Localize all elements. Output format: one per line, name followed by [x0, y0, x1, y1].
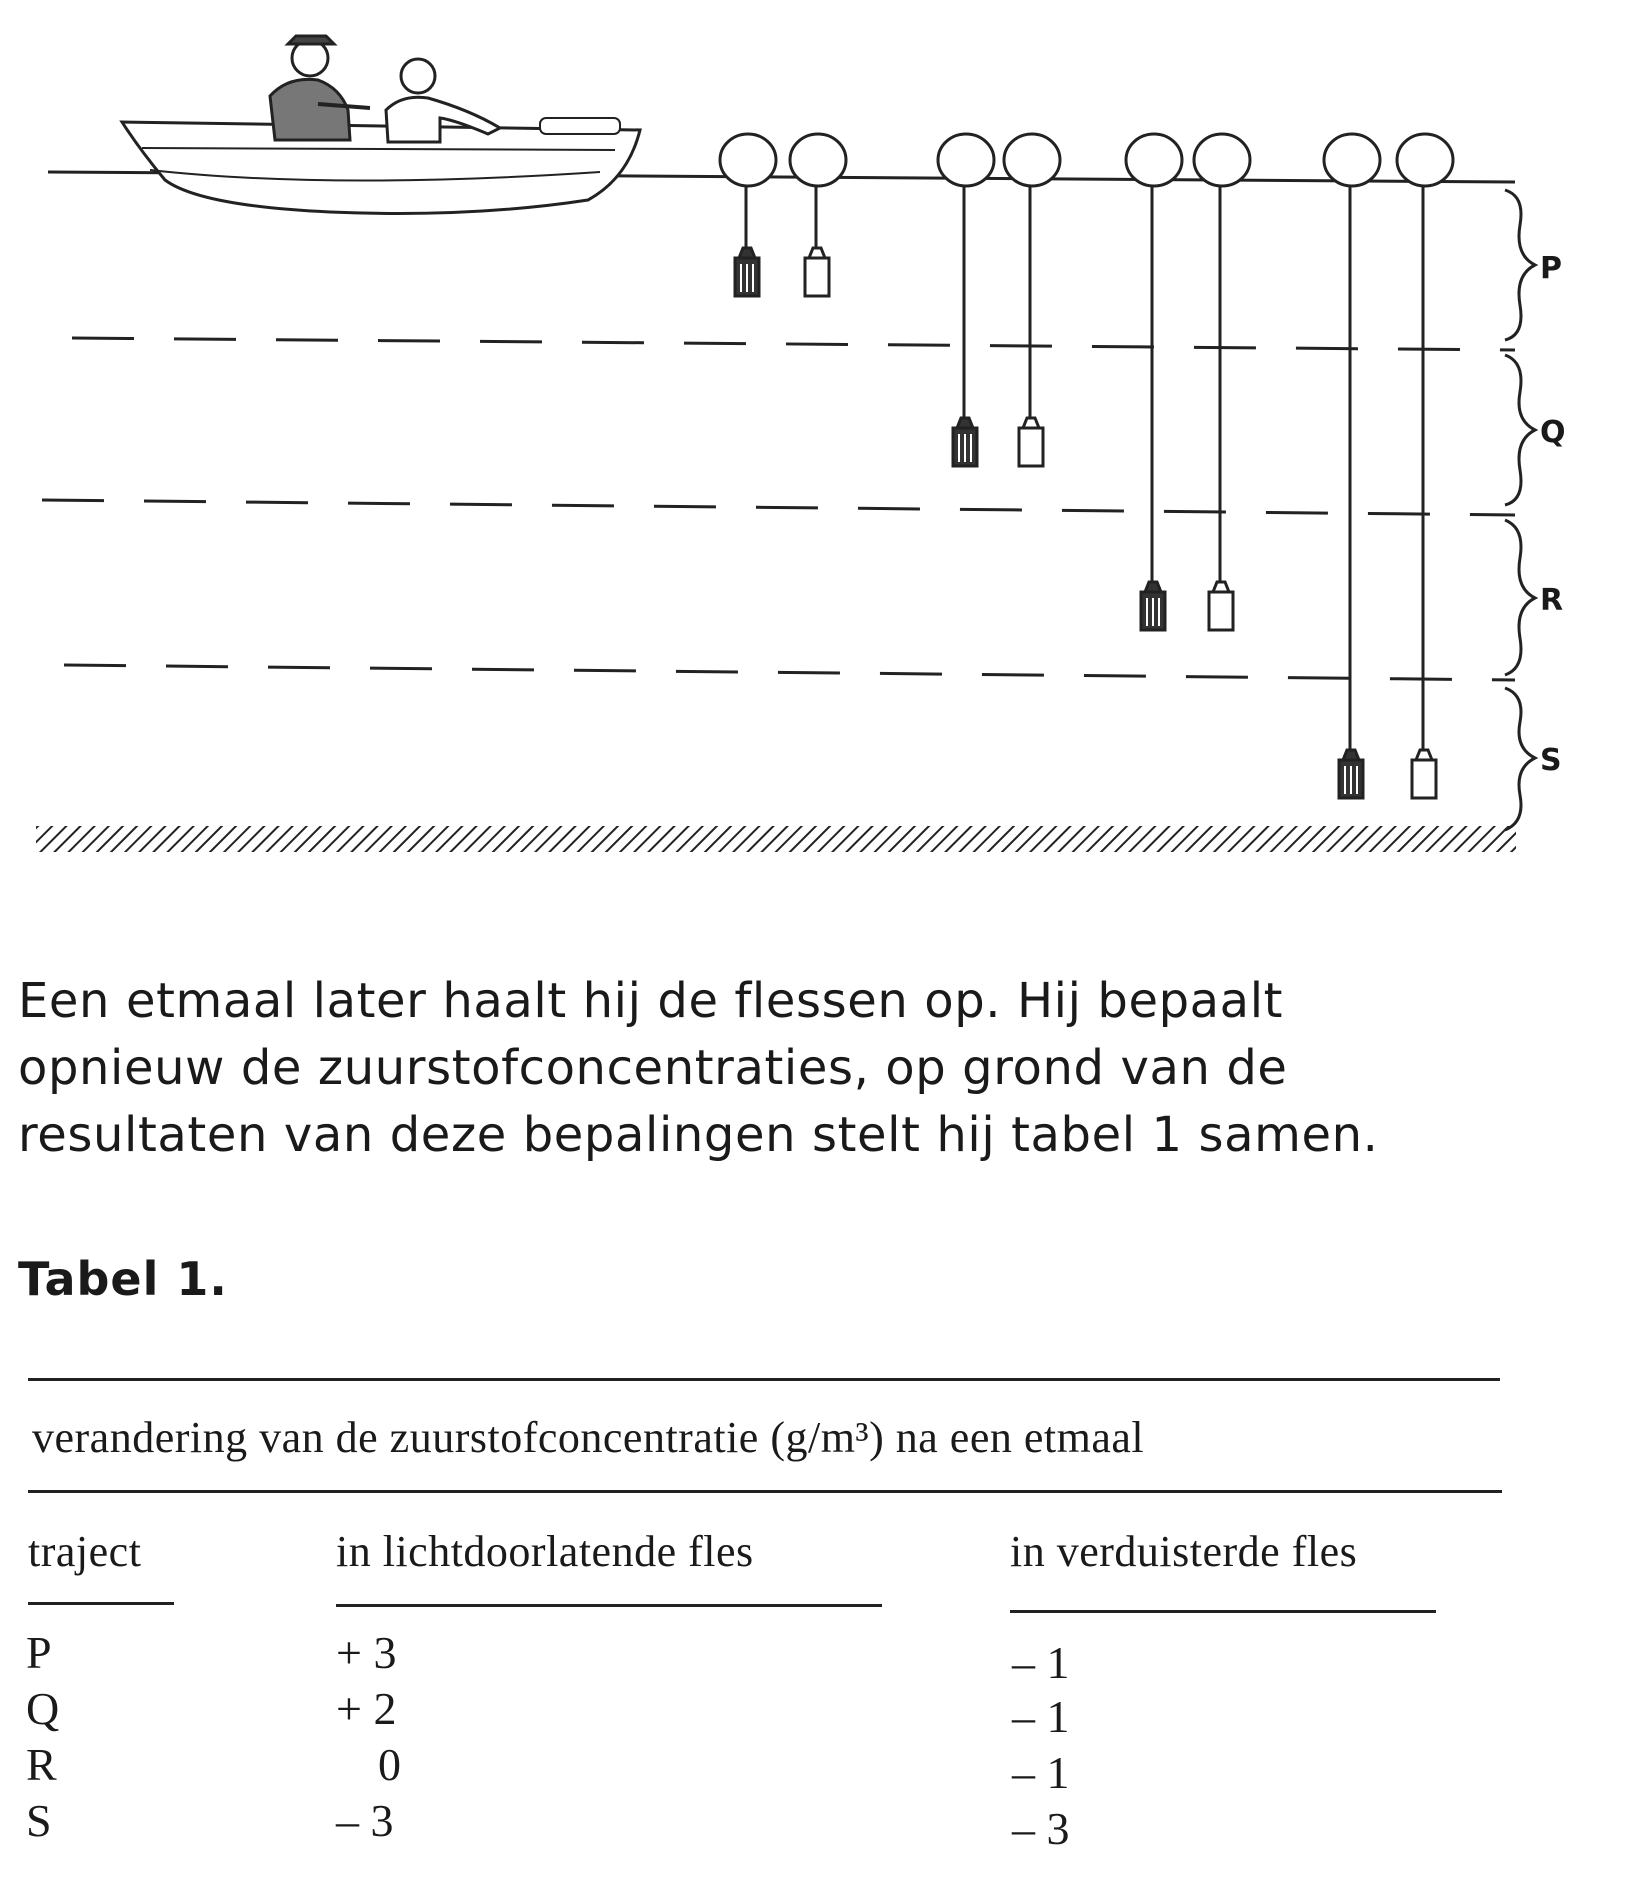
- bottle-pairs: [720, 134, 1453, 798]
- bottle-neck: [739, 248, 755, 258]
- table-cell-traject: R: [26, 1739, 57, 1790]
- boundary-q-r: [42, 500, 1515, 515]
- layer-braces: [1505, 190, 1535, 830]
- table-top-rule: [28, 1378, 1500, 1381]
- light-bottle: [1209, 592, 1233, 630]
- table-cell-traject: P: [26, 1627, 52, 1678]
- light-bottle: [805, 258, 829, 296]
- buoy: [938, 134, 994, 186]
- paragraph-line: opnieuw de zuurstofconcentraties, op grond van de: [18, 1040, 1288, 1096]
- layer-label-r: R: [1540, 583, 1564, 618]
- bottle-neck: [957, 418, 973, 428]
- layer-label-q: Q: [1540, 415, 1566, 450]
- buoy: [790, 134, 846, 186]
- header-underline-dark-bottle: [1010, 1610, 1436, 1613]
- buoy: [720, 134, 776, 186]
- table-cell-light: + 2: [336, 1683, 397, 1734]
- bottle-neck: [1023, 418, 1039, 428]
- column-header-traject: traject: [28, 1527, 142, 1576]
- buoy: [1397, 134, 1453, 186]
- bottle-neck: [1343, 750, 1359, 760]
- header-underline-traject: [28, 1602, 174, 1605]
- table-cell-light: + 3: [336, 1627, 397, 1678]
- column-header-dark-bottle: in verduisterde fles: [1010, 1527, 1358, 1576]
- bottle-neck: [1416, 750, 1432, 760]
- table-cell-dark: – 3: [1012, 1803, 1070, 1854]
- layer-label-p: P: [1540, 251, 1562, 286]
- table-cell-traject: Q: [26, 1683, 60, 1734]
- table-caption-rule: [28, 1490, 1502, 1493]
- table-cell-dark: – 1: [1012, 1691, 1070, 1742]
- intro-paragraph: [18, 968, 1598, 1169]
- table-cell-light: 0: [378, 1739, 401, 1790]
- table-caption: verandering van de zuurstofconcentratie (g/m³) na een etmaal: [32, 1413, 1145, 1462]
- light-bottle: [1019, 428, 1043, 466]
- bottle-neck: [1145, 582, 1161, 592]
- boundary-r-s: [64, 665, 1515, 680]
- light-bottle: [1412, 760, 1436, 798]
- buoy: [1126, 134, 1182, 186]
- column-header-light-bottle: in lichtdoorlatende fles: [336, 1527, 754, 1576]
- paragraph-line: Een etmaal later haalt hij de flessen op. Hij bepaalt: [18, 973, 1284, 1029]
- layer-label-s: S: [1540, 743, 1562, 778]
- bottle-neck: [809, 248, 825, 258]
- table-title: Tabel 1.: [18, 1252, 228, 1306]
- table-cell-light: – 3: [336, 1795, 394, 1846]
- paragraph-line: resultaten van deze bepalingen stelt hij tabel 1 samen.: [18, 1107, 1379, 1163]
- lake-bottle-experiment-illustration: [0, 0, 1632, 880]
- table-cell-dark: – 1: [1012, 1637, 1070, 1688]
- table-cell-dark: – 1: [1012, 1747, 1070, 1798]
- buoy: [1004, 134, 1060, 186]
- buoy: [1194, 134, 1250, 186]
- lake-bottom: [36, 826, 1516, 852]
- buoy: [1324, 134, 1380, 186]
- table-cell-traject: S: [26, 1795, 52, 1846]
- boundary-p-q: [72, 338, 1515, 350]
- header-underline-light-bottle: [336, 1604, 882, 1607]
- boat-illustration: [122, 36, 640, 214]
- bottle-neck: [1213, 582, 1229, 592]
